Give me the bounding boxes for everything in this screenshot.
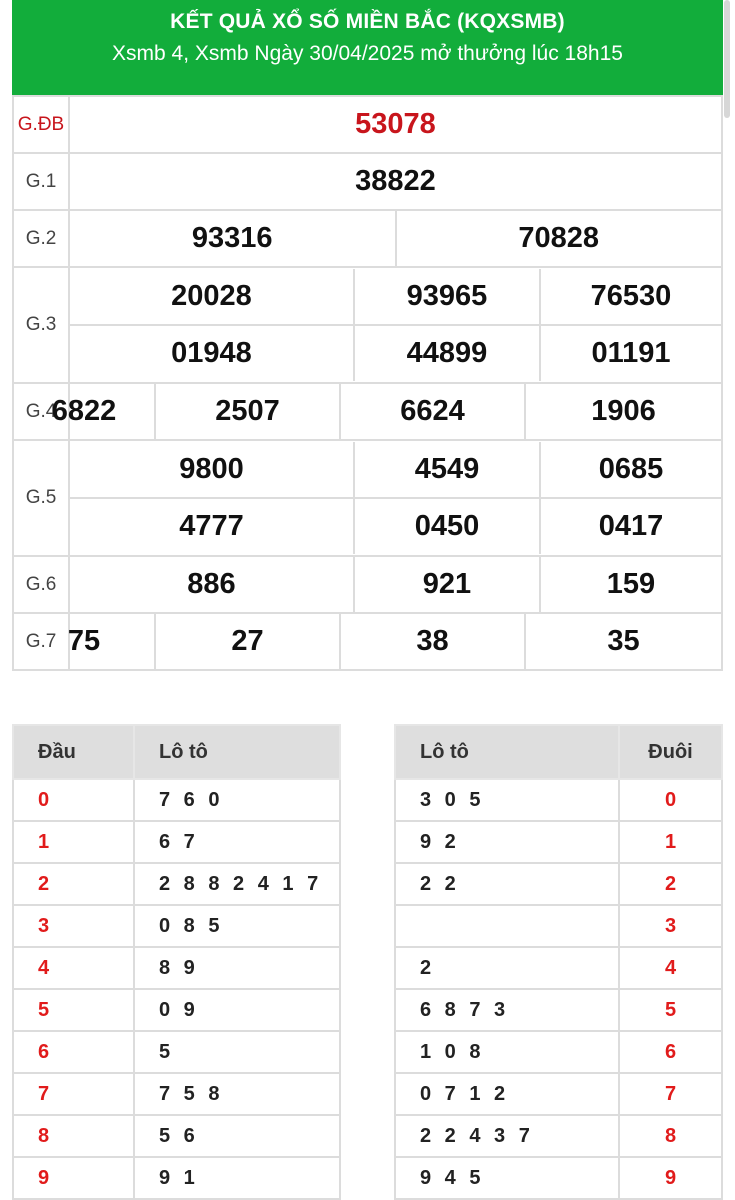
- prize-row-g6: [13, 556, 722, 613]
- special-prize-number: 53078: [355, 108, 436, 140]
- prize-number: 159: [606, 568, 656, 600]
- table-row: [395, 1157, 722, 1199]
- prize-number: 0417: [598, 510, 664, 542]
- prize-number: 38: [416, 625, 449, 657]
- prize-number: 2507: [215, 395, 280, 427]
- prize-number: 01191: [591, 337, 671, 369]
- table-row: [395, 989, 722, 1031]
- head-digit: 7: [13, 1073, 134, 1115]
- loto-values: 3 0 5: [395, 779, 619, 821]
- prize-number: 76530: [590, 280, 672, 312]
- prize-number: 4549: [414, 453, 480, 485]
- prize-number: 27: [231, 625, 264, 657]
- loto-values: 0 7 1 2: [395, 1073, 619, 1115]
- loto-values: 2 2: [395, 863, 619, 905]
- prize-number: 1906: [591, 395, 656, 427]
- prize-number: 01948: [171, 337, 252, 369]
- tail-digit: 0: [619, 779, 722, 821]
- prize-number: 38822: [355, 165, 436, 197]
- prize-number: 44899: [406, 337, 488, 369]
- prize-label: G.7: [13, 613, 69, 670]
- loto-values: 5: [134, 1031, 340, 1073]
- table-row: [13, 779, 340, 821]
- page-title: KẾT QUẢ XỔ SỐ MIỀN BẮC (KQXSMB): [170, 10, 565, 33]
- table-row: [395, 821, 722, 863]
- head-digit: 6: [13, 1031, 134, 1073]
- table-row: [395, 1031, 722, 1073]
- tail-digit: 6: [619, 1031, 722, 1073]
- scrollbar[interactable]: [724, 0, 730, 118]
- loto-values: 2 2 4 3 7: [395, 1115, 619, 1157]
- tail-digit: 1: [619, 821, 722, 863]
- loto-values: 0 9: [134, 989, 340, 1031]
- head-digit: 0: [13, 779, 134, 821]
- loto-values: 5 6: [134, 1115, 340, 1157]
- prize-row-g7: [13, 613, 722, 670]
- prize-label: G.6: [13, 556, 69, 613]
- prize-number: 0685: [598, 453, 664, 485]
- table-row: [13, 1157, 340, 1199]
- table-row: [13, 905, 340, 947]
- loto-values: 8 9: [134, 947, 340, 989]
- prize-number: 4777: [179, 510, 244, 542]
- prize-row-g5: [13, 440, 722, 556]
- loto-values: 6 7: [134, 821, 340, 863]
- prize-number: 9800: [179, 453, 244, 485]
- table-row: [395, 1073, 722, 1115]
- loto-values: 6 8 7 3: [395, 989, 619, 1031]
- prize-number: 921: [422, 568, 472, 600]
- loto-values: 7 5 8: [134, 1073, 340, 1115]
- prize-label: G.2: [13, 210, 69, 267]
- prize-number: 886: [187, 568, 236, 600]
- table-row: [395, 947, 722, 989]
- tail-digit: 4: [619, 947, 722, 989]
- prize-number: 6624: [400, 395, 465, 427]
- loto-values: 9 2: [395, 821, 619, 863]
- tail-digit: 7: [619, 1073, 722, 1115]
- loto-values: 7 6 0: [134, 779, 340, 821]
- prize-number: 0450: [414, 510, 480, 542]
- tail-digit: 8: [619, 1115, 722, 1157]
- table-row: [13, 989, 340, 1031]
- prize-row-g3: [13, 267, 722, 383]
- column-header-dau: Đầu: [13, 725, 134, 779]
- head-digit: 2: [13, 863, 134, 905]
- loto-values: 0 8 5: [134, 905, 340, 947]
- table-row: [13, 947, 340, 989]
- table-row: [13, 821, 340, 863]
- head-digit: 5: [13, 989, 134, 1031]
- table-row: [13, 1073, 340, 1115]
- prize-row-g2: [13, 210, 722, 267]
- head-digit: 8: [13, 1115, 134, 1157]
- prize-number: 20028: [171, 280, 252, 312]
- table-row: [395, 905, 722, 947]
- loto-values: 9 1: [134, 1157, 340, 1199]
- results-table: [12, 95, 723, 671]
- loto-tail-table: [394, 724, 723, 1200]
- table-row: [13, 863, 340, 905]
- prize-number: 75: [67, 625, 101, 657]
- column-header-loto: Lô tô: [134, 725, 340, 779]
- tail-digit: 9: [619, 1157, 722, 1199]
- prize-number: 93316: [191, 222, 273, 254]
- loto-values: [395, 905, 619, 947]
- prize-label: G.5: [13, 440, 69, 556]
- prize-label: G.4: [13, 383, 69, 440]
- column-header-loto: Lô tô: [395, 725, 619, 779]
- table-row: [395, 863, 722, 905]
- prize-label: G.ĐB: [13, 96, 69, 153]
- prize-number: 93965: [406, 280, 488, 312]
- results-header: [12, 0, 723, 95]
- prize-row-g1: [13, 153, 722, 210]
- head-digit: 9: [13, 1157, 134, 1199]
- loto-values: 9 4 5: [395, 1157, 619, 1199]
- head-digit: 3: [13, 905, 134, 947]
- head-digit: 1: [13, 821, 134, 863]
- loto-values: 1 0 8: [395, 1031, 619, 1073]
- loto-values: 2 8 8 2 4 1 7: [134, 863, 340, 905]
- prize-row-db: [13, 96, 722, 153]
- table-row: [395, 1115, 722, 1157]
- prize-number: 70828: [518, 222, 600, 254]
- table-row: [13, 1115, 340, 1157]
- draw-info: Xsmb 4, Xsmb Ngày 30/04/2025 mở thưởng lúc 18h15: [112, 42, 623, 65]
- tail-digit: 3: [619, 905, 722, 947]
- prize-label: G.1: [13, 153, 69, 210]
- prize-number: 6822: [51, 395, 117, 427]
- loto-values: 2: [395, 947, 619, 989]
- column-header-duoi: Đuôi: [619, 725, 722, 779]
- loto-head-table: [12, 724, 341, 1200]
- prize-row-g4: [13, 383, 722, 440]
- tail-digit: 5: [619, 989, 722, 1031]
- head-digit: 4: [13, 947, 134, 989]
- tail-digit: 2: [619, 863, 722, 905]
- prize-number: 35: [607, 625, 640, 657]
- prize-label: G.3: [13, 267, 69, 383]
- table-row: [395, 779, 722, 821]
- table-row: [13, 1031, 340, 1073]
